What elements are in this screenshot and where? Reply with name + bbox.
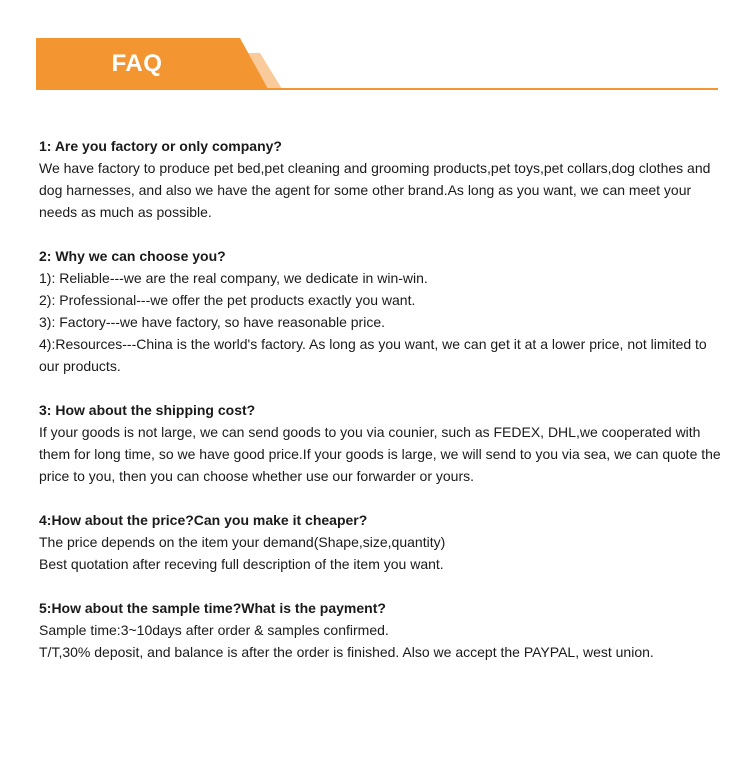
faq-answer: Sample time:3~10days after order & samples confirmed. (39, 622, 389, 638)
faq-header (0, 0, 750, 100)
faq-answer: 3): Factory---we have factory, so have reasonable price. (39, 314, 386, 330)
faq-answer: The price depends on the item your demand(Shape,size,quantity) (39, 534, 446, 550)
faq-answer: 4):Resources---China is the world's factory. As long as you want, we can get it at a lower price, not limited to our products. (39, 336, 707, 374)
faq-question: 1: Are you factory or only company? (39, 138, 282, 154)
faq-item-3 (39, 399, 729, 487)
faq-question: 3: How about the shipping cost? (39, 402, 256, 418)
faq-answer: 2): Professional---we offer the pet products exactly you want. (39, 292, 416, 308)
faq-item-2 (39, 245, 729, 377)
faq-list (39, 135, 729, 685)
faq-answer: 1): Reliable---we are the real company, we dedicate in win-win. (39, 270, 428, 286)
faq-answer: T/T,30% deposit, and balance is after the order is finished. Also we accept the PAYPAL, west union. (39, 644, 654, 660)
faq-answer: Best quotation after receving full description of the item you want. (39, 556, 444, 572)
faq-answer: If your goods is not large, we can send goods to you via counier, such as FEDEX, DHL,we cooperated with them for long time, so we have good price.If your goods is large, we will send to you via sea, we can quote the price to you, then you can choose whether use our forwarder or yours. (39, 424, 721, 484)
faq-question: 2: Why we can choose you? (39, 248, 226, 264)
faq-item-1 (39, 135, 729, 223)
faq-question: 5:How about the sample time?What is the payment? (39, 600, 386, 616)
faq-answer: We have factory to produce pet bed,pet cleaning and grooming products,pet toys,pet collars,dog clothes and dog harnesses, and also we have the agent for some other brand.As long as you want, we can meet your needs as much as possible. (39, 160, 711, 220)
faq-title: FAQ (111, 50, 163, 77)
faq-item-5 (39, 597, 729, 663)
faq-item-4 (39, 509, 729, 575)
faq-question: 4:How about the price?Can you make it cheaper? (39, 512, 368, 528)
